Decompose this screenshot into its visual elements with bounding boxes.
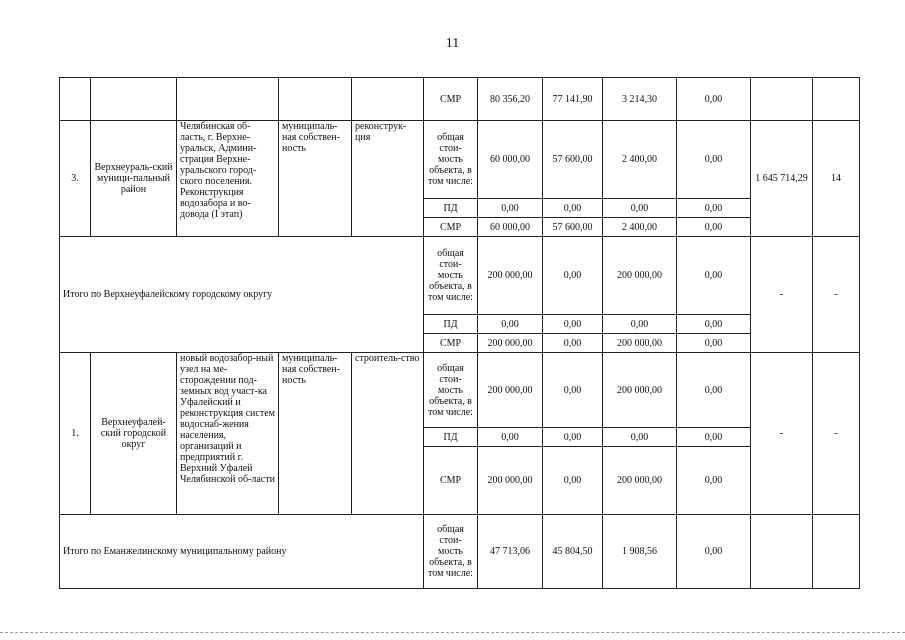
page-number: 11 — [445, 36, 460, 51]
table-row — [60, 121, 860, 199]
cost-regional: 200 000,00 — [603, 447, 677, 515]
cost-federal: 77 141,90 — [543, 78, 603, 121]
work-type: реконструк-ция — [352, 121, 424, 237]
cost-total: 200 000,00 — [478, 447, 543, 515]
cost-label: общая стои-мость объекта, в том числе: — [424, 353, 478, 428]
object-name: Челябинская об-ласть, г. Верхне-уральск, Админи-страция Верхне-уральского город-ского поселения. Реконструкция водозабора и во-довода (I этап) — [177, 121, 279, 237]
page-bottom-divider — [0, 632, 905, 633]
cost-federal: 0,00 — [543, 428, 603, 447]
limit-value: - — [751, 237, 813, 353]
subtotal-label: Итого по Еманжелинскому муниципальному району — [60, 515, 424, 589]
cost-total: 200 000,00 — [478, 237, 543, 315]
cost-total: 80 356,20 — [478, 78, 543, 121]
cost-regional: 200 000,00 — [603, 334, 677, 353]
cost-total: 47 713,06 — [478, 515, 543, 589]
cost-total: 0,00 — [478, 428, 543, 447]
cost-local: 0,00 — [677, 121, 751, 199]
row-number: 1. — [60, 353, 91, 515]
cost-federal: 45 804,50 — [543, 515, 603, 589]
cost-regional: 3 214,30 — [603, 78, 677, 121]
table-row — [60, 237, 860, 315]
cost-total: 200 000,00 — [478, 353, 543, 428]
limit-cell — [751, 78, 813, 121]
term-value: - — [813, 237, 860, 353]
cost-regional: 0,00 — [603, 315, 677, 334]
cost-label: СМР — [424, 218, 478, 237]
cost-total: 60 000,00 — [478, 121, 543, 199]
type-cell — [352, 78, 424, 121]
cost-total: 0,00 — [478, 315, 543, 334]
object-name: новый водозабор-ный узел на ме-сторождении под-земных вод участ-ка Уфалейский и реконструкция систем водоснаб-жения населения, организаций и предприятий г. Верхний Уфалей Челябинской об-ласти — [177, 353, 279, 515]
cost-label: ПД — [424, 315, 478, 334]
cost-regional: 2 400,00 — [603, 218, 677, 237]
cost-federal: 0,00 — [543, 315, 603, 334]
cost-local: 0,00 — [677, 515, 751, 589]
cost-total: 60 000,00 — [478, 218, 543, 237]
cost-federal: 0,00 — [543, 447, 603, 515]
cost-label: общая стои-мость объекта, в том числе: — [424, 515, 478, 589]
district-name: Верхнеураль-ский муници-пальный район — [91, 121, 177, 237]
cost-local: 0,00 — [677, 428, 751, 447]
cost-label: общая стои-мость объекта, в том числе: — [424, 237, 478, 315]
cost-local: 0,00 — [677, 199, 751, 218]
table-row — [60, 353, 860, 428]
ownership: муниципаль-ная собствен-ность — [279, 121, 352, 237]
cost-federal: 57 600,00 — [543, 218, 603, 237]
term-value: - — [813, 353, 860, 515]
cost-local: 0,00 — [677, 78, 751, 121]
cost-regional: 200 000,00 — [603, 353, 677, 428]
work-type: строитель-ство — [352, 353, 424, 515]
cost-federal: 0,00 — [543, 199, 603, 218]
num-cell — [60, 78, 91, 121]
table-row — [60, 515, 860, 589]
ownership: муниципаль-ная собствен-ность — [279, 353, 352, 515]
district-name: Верхнеуфалей-ский городской округ — [91, 353, 177, 515]
cost-local: 0,00 — [677, 315, 751, 334]
object-cell — [177, 78, 279, 121]
cost-label: СМР — [424, 78, 478, 121]
row-number: 3. — [60, 121, 91, 237]
district-cell — [91, 78, 177, 121]
cost-local: 0,00 — [677, 353, 751, 428]
funding-table — [59, 77, 860, 589]
cost-label: ПД — [424, 199, 478, 218]
ownership-cell — [279, 78, 352, 121]
cost-label: ПД — [424, 428, 478, 447]
cost-regional: 2 400,00 — [603, 121, 677, 199]
limit-value: 1 645 714,29 — [751, 121, 813, 237]
cost-label: СМР — [424, 447, 478, 515]
cost-federal: 0,00 — [543, 237, 603, 315]
cost-local: 0,00 — [677, 334, 751, 353]
cost-federal: 0,00 — [543, 334, 603, 353]
term-cell — [813, 78, 860, 121]
cost-label: СМР — [424, 334, 478, 353]
cost-local: 0,00 — [677, 237, 751, 315]
cost-regional: 200 000,00 — [603, 237, 677, 315]
cost-regional: 0,00 — [603, 428, 677, 447]
limit-value: - — [751, 353, 813, 515]
table-row — [60, 78, 860, 121]
cost-label: общая стои-мость объекта, в том числе: — [424, 121, 478, 199]
cost-regional: 1 908,56 — [603, 515, 677, 589]
cost-total: 200 000,00 — [478, 334, 543, 353]
cost-federal: 57 600,00 — [543, 121, 603, 199]
limit-cell — [751, 515, 813, 589]
cost-total: 0,00 — [478, 199, 543, 218]
cost-regional: 0,00 — [603, 199, 677, 218]
cost-federal: 0,00 — [543, 353, 603, 428]
cost-local: 0,00 — [677, 447, 751, 515]
term-value: 14 — [813, 121, 860, 237]
cost-local: 0,00 — [677, 218, 751, 237]
subtotal-label: Итого по Верхнеуфалейскому городскому округу — [60, 237, 424, 353]
term-cell — [813, 515, 860, 589]
